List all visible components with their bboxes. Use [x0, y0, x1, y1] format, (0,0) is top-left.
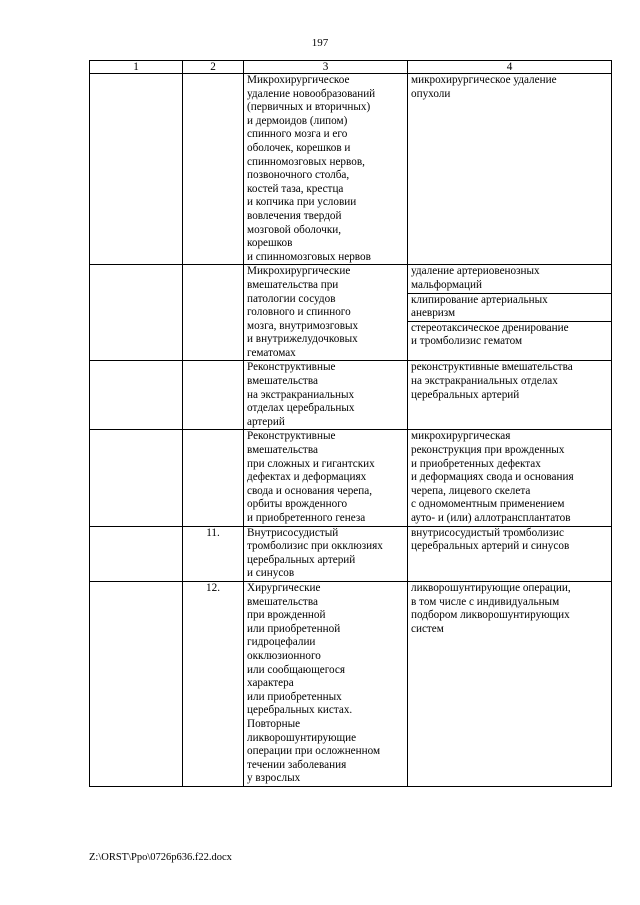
treatment-method-item: [408, 321, 611, 349]
procedure-group-line: вмешательства при: [247, 278, 339, 291]
treatment-method-item: [408, 361, 611, 402]
treatment-method-cell: [408, 361, 612, 430]
treatment-method-line: опухоли: [411, 87, 451, 100]
procedure-group-cell: [244, 361, 408, 430]
treatment-method-line: на экстракраниальных отделах: [411, 375, 558, 388]
treatment-method-line: внутрисосудистый тромболизис: [411, 526, 565, 539]
procedure-group-line: свода и основания черепа,: [247, 484, 373, 497]
procedure-group-line: ликворошунтирующие: [247, 731, 357, 744]
treatment-method-line: стереотаксическое дренирование: [411, 321, 569, 334]
row-number-cell: 12.: [183, 581, 244, 786]
procedure-group-line: характера: [247, 677, 294, 690]
treatment-method-line: и приобретенных дефектах: [411, 457, 541, 470]
procedure-group-line: патологии сосудов: [247, 292, 336, 305]
procedure-group-cell: [244, 430, 408, 526]
procedure-group-cell: [244, 526, 408, 581]
treatment-method-item: [408, 74, 611, 101]
procedure-group-line: мозга, внутримозговых: [247, 319, 359, 332]
row-number-cell: [183, 74, 244, 265]
procedure-group-line: течении заболевания: [247, 758, 347, 771]
procedures-table: [89, 60, 612, 787]
treatment-method-line: в том числе с индивидуальным: [411, 595, 560, 608]
header-cell-1: 1: [90, 61, 183, 74]
procedure-group-line: при врожденной: [247, 609, 326, 622]
procedure-group-line: Реконструктивные: [247, 430, 336, 443]
procedure-group-line: вмешательства: [247, 375, 318, 388]
treatment-method-item: [408, 527, 611, 554]
procedure-group-line: артерий: [247, 415, 285, 428]
treatment-method-line: микрохирургическое удаление: [411, 74, 557, 86]
procedure-group-line: позвоночного столба,: [247, 169, 350, 182]
treatment-method-line: реконструктивные вмешательства: [411, 361, 573, 374]
treatment-method-item: [408, 265, 611, 292]
procedure-group-line: или приобретенной: [247, 622, 341, 635]
treatment-method-line: клипирование артериальных: [411, 293, 548, 306]
treatment-method-line: мальформаций: [411, 278, 482, 291]
treatment-method-line: церебральных артерий и синусов: [411, 540, 570, 553]
row-number-cell: [183, 361, 244, 430]
table-row: [90, 430, 612, 526]
procedure-group-cell: [244, 74, 408, 265]
treatment-method-line: и тромболизис гематом: [411, 335, 523, 348]
procedure-group-line: вмешательства: [247, 595, 318, 608]
procedure-group-line: спинномозговых нервов,: [247, 155, 365, 168]
procedure-group-line: при сложных и гигантских: [247, 457, 375, 470]
procedure-group-line: (первичных и вторичных): [247, 101, 371, 114]
procedure-group-line: или приобретенных: [247, 690, 342, 703]
procedure-group-line: спинного мозга и его: [247, 128, 348, 141]
procedure-group-line: отделах церебральных: [247, 402, 355, 415]
row-number-cell: [183, 430, 244, 526]
treatment-method-item: [408, 293, 611, 321]
procedure-group-line: тромболизис при окклюзиях: [247, 540, 383, 553]
procedure-group-line: Реконструктивные: [247, 361, 336, 374]
procedure-group-line: или сообщающегося: [247, 663, 346, 676]
table-row: [90, 74, 612, 265]
procedure-group-cell: [244, 265, 408, 361]
treatment-method-line: подбором ликворошунтирующих: [411, 609, 570, 622]
treatment-method-line: церебральных артерий: [411, 388, 520, 401]
procedure-group-line: операции при осложненном: [247, 745, 381, 758]
table-row: [90, 265, 612, 361]
treatment-method-line: микрохирургическая: [411, 430, 511, 443]
treatment-method-line: удаление артериовенозных: [411, 265, 540, 278]
table-row: [90, 526, 612, 581]
cell-col1: [90, 430, 183, 526]
treatment-method-line: с одномоментным применением: [411, 498, 565, 511]
treatment-method-line: аневризм: [411, 307, 456, 320]
procedure-group-line: на экстракраниальных: [247, 388, 355, 401]
table-row: [90, 361, 612, 430]
procedure-group-line: вовлечения твердой: [247, 209, 342, 222]
treatment-method-item: [408, 582, 611, 636]
procedure-group-cell: [244, 581, 408, 786]
procedure-group-line: мозговой оболочки,: [247, 223, 342, 236]
treatment-method-line: ликворошунтирующие операции,: [411, 581, 571, 594]
procedure-group-line: Повторные: [247, 717, 301, 730]
table-header-row: [90, 61, 612, 74]
row-number-cell: 11.: [183, 526, 244, 581]
file-path-footer: Z:\ORST\Ppo\0726p636.f22.docx: [89, 852, 232, 863]
cell-col1: [90, 74, 183, 265]
procedure-group-line: и приобретенного генеза: [247, 512, 366, 524]
treatment-method-cell: [408, 430, 612, 526]
treatment-method-line: систем: [411, 622, 444, 635]
procedure-group-line: дефектах и деформациях: [247, 471, 367, 484]
treatment-method-cell: [408, 74, 612, 265]
treatment-method-cell: [408, 526, 612, 581]
procedure-group-line: орбиты врожденного: [247, 498, 348, 511]
row-number-cell: [183, 265, 244, 361]
treatment-method-line: реконструкция при врожденных: [411, 444, 565, 457]
procedure-group-line: и дермоидов (липом): [247, 114, 348, 127]
page-number: 197: [311, 37, 329, 49]
procedure-group-line: гидроцефалии: [247, 636, 316, 649]
procedure-group-line: у взрослых: [247, 772, 301, 785]
treatment-method-line: черепа, лицевого скелета: [411, 484, 531, 497]
procedure-group-line: удаление новообразований: [247, 87, 376, 100]
treatment-method-line: и деформациях свода и основания: [411, 471, 574, 484]
treatment-method-cell: [408, 581, 612, 786]
procedure-group-line: окклюзионного: [247, 649, 321, 662]
procedure-group-line: и внутрижелудочковых: [247, 333, 358, 346]
procedure-group-line: Микрохирургические: [247, 265, 351, 278]
procedure-group-line: Микрохирургическое: [247, 74, 350, 86]
procedure-group-line: церебральных кистах.: [247, 704, 353, 717]
procedure-group-line: и копчика при условии: [247, 196, 357, 209]
table-row: [90, 581, 612, 786]
procedure-group-line: костей таза, крестца: [247, 182, 344, 195]
cell-col1: [90, 581, 183, 786]
procedure-group-line: Хирургические: [247, 581, 321, 594]
procedure-group-line: корешков: [247, 237, 293, 250]
procedure-group-line: церебральных артерий: [247, 553, 356, 566]
cell-col1: [90, 265, 183, 361]
header-cell-3: 3: [244, 61, 408, 74]
procedure-group-line: и спинномозговых нервов: [247, 250, 371, 263]
treatment-method-line: ауто- и (или) аллотрансплантатов: [411, 512, 571, 524]
procedure-group-line: гематомах: [247, 346, 296, 359]
treatment-method-cell: [408, 265, 612, 361]
treatment-method-item: [408, 430, 611, 525]
procedure-group-line: оболочек, корешков и: [247, 141, 351, 154]
header-cell-2: 2: [183, 61, 244, 74]
cell-col1: [90, 361, 183, 430]
cell-col1: [90, 526, 183, 581]
procedure-group-line: Внутрисосудистый: [247, 526, 339, 539]
procedure-group-line: и синусов: [247, 567, 295, 580]
header-cell-4: 4: [408, 61, 612, 74]
procedure-group-line: головного и спинного: [247, 306, 351, 319]
procedure-group-line: вмешательства: [247, 444, 318, 457]
